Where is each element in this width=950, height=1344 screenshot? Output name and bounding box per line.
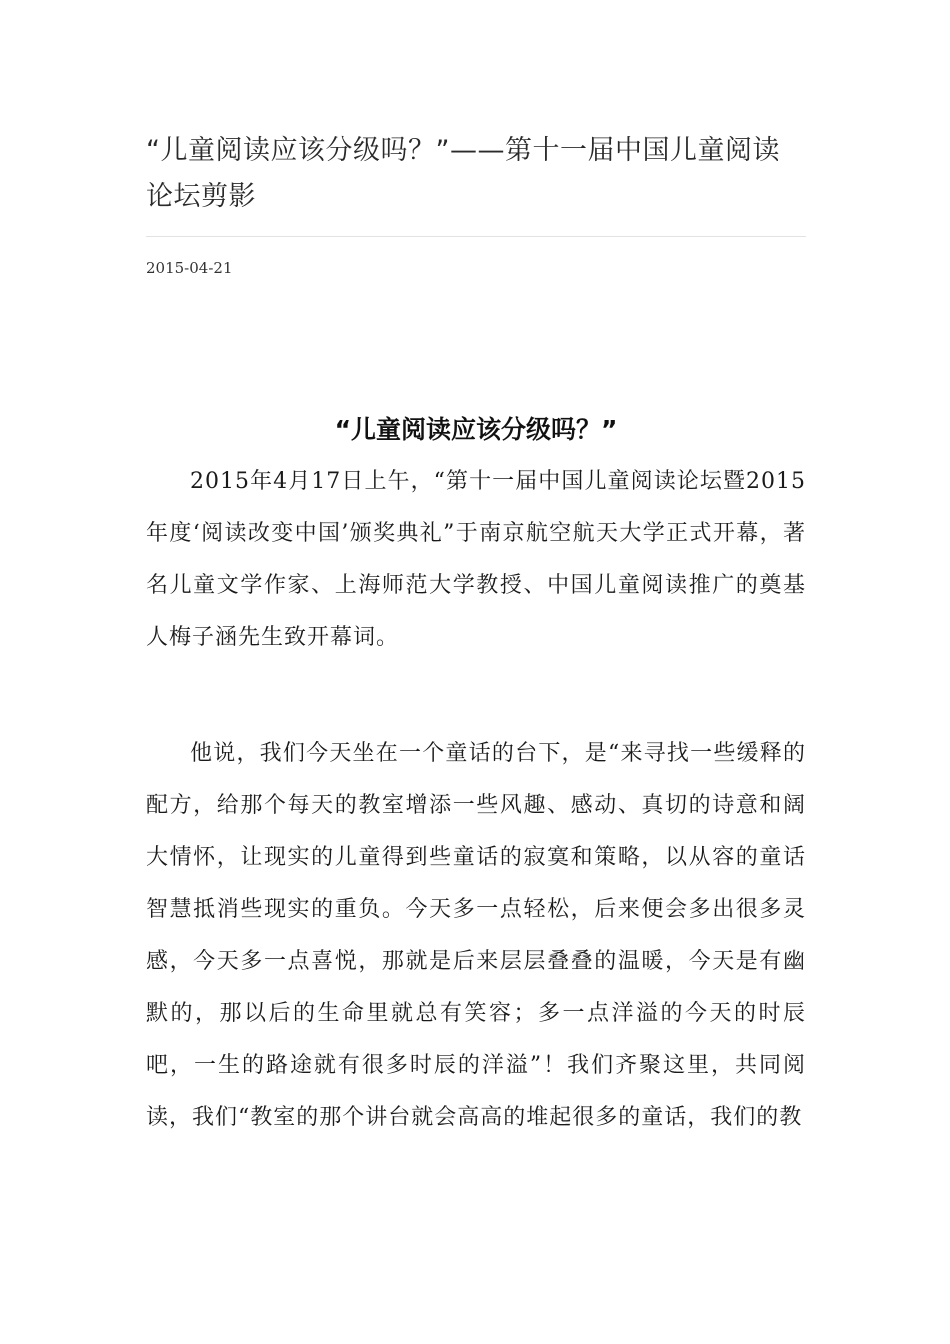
article-title: “儿童阅读应该分级吗？”——第十一届中国儿童阅读论坛剪影 — [146, 135, 780, 212]
paragraph-intro: 2015年4月17日上午，“第十一届中国儿童阅读论坛暨2015年度‘阅读改变中国’颁奖典礼”于南京航空航天大学正式开幕，著名儿童文学作家、上海师范大学教授、中国儿童阅读推广的奠基人梅子涵先生致开幕词。 — [146, 469, 806, 650]
publish-date: 2015-04-21 — [146, 259, 233, 277]
section-heading: “儿童阅读应该分级吗？” — [334, 415, 618, 444]
paragraph-speech: 他说，我们今天坐在一个童话的台下，是“来寻找一些缓释的配方，给那个每天的教室增添一些风趣、感动、真切的诗意和阔大情怀，让现实的儿童得到些童话的寂寞和策略，以从容的童话智慧抵消些现实的重负。今天多一点轻松，后来便会多出很多灵感，今天多一点喜悦，那就是后来层层叠叠的温暖，今天是有幽默的，那以后的生命里就总有笑容；多一点洋溢的今天的时辰吧，一生的路途就有很多时辰的洋溢”！我们齐聚这里，共同阅读，我们“教室的那个讲台就会高高的堆起很多的童话，我们的教 — [146, 741, 806, 1130]
title-divider — [146, 236, 806, 237]
